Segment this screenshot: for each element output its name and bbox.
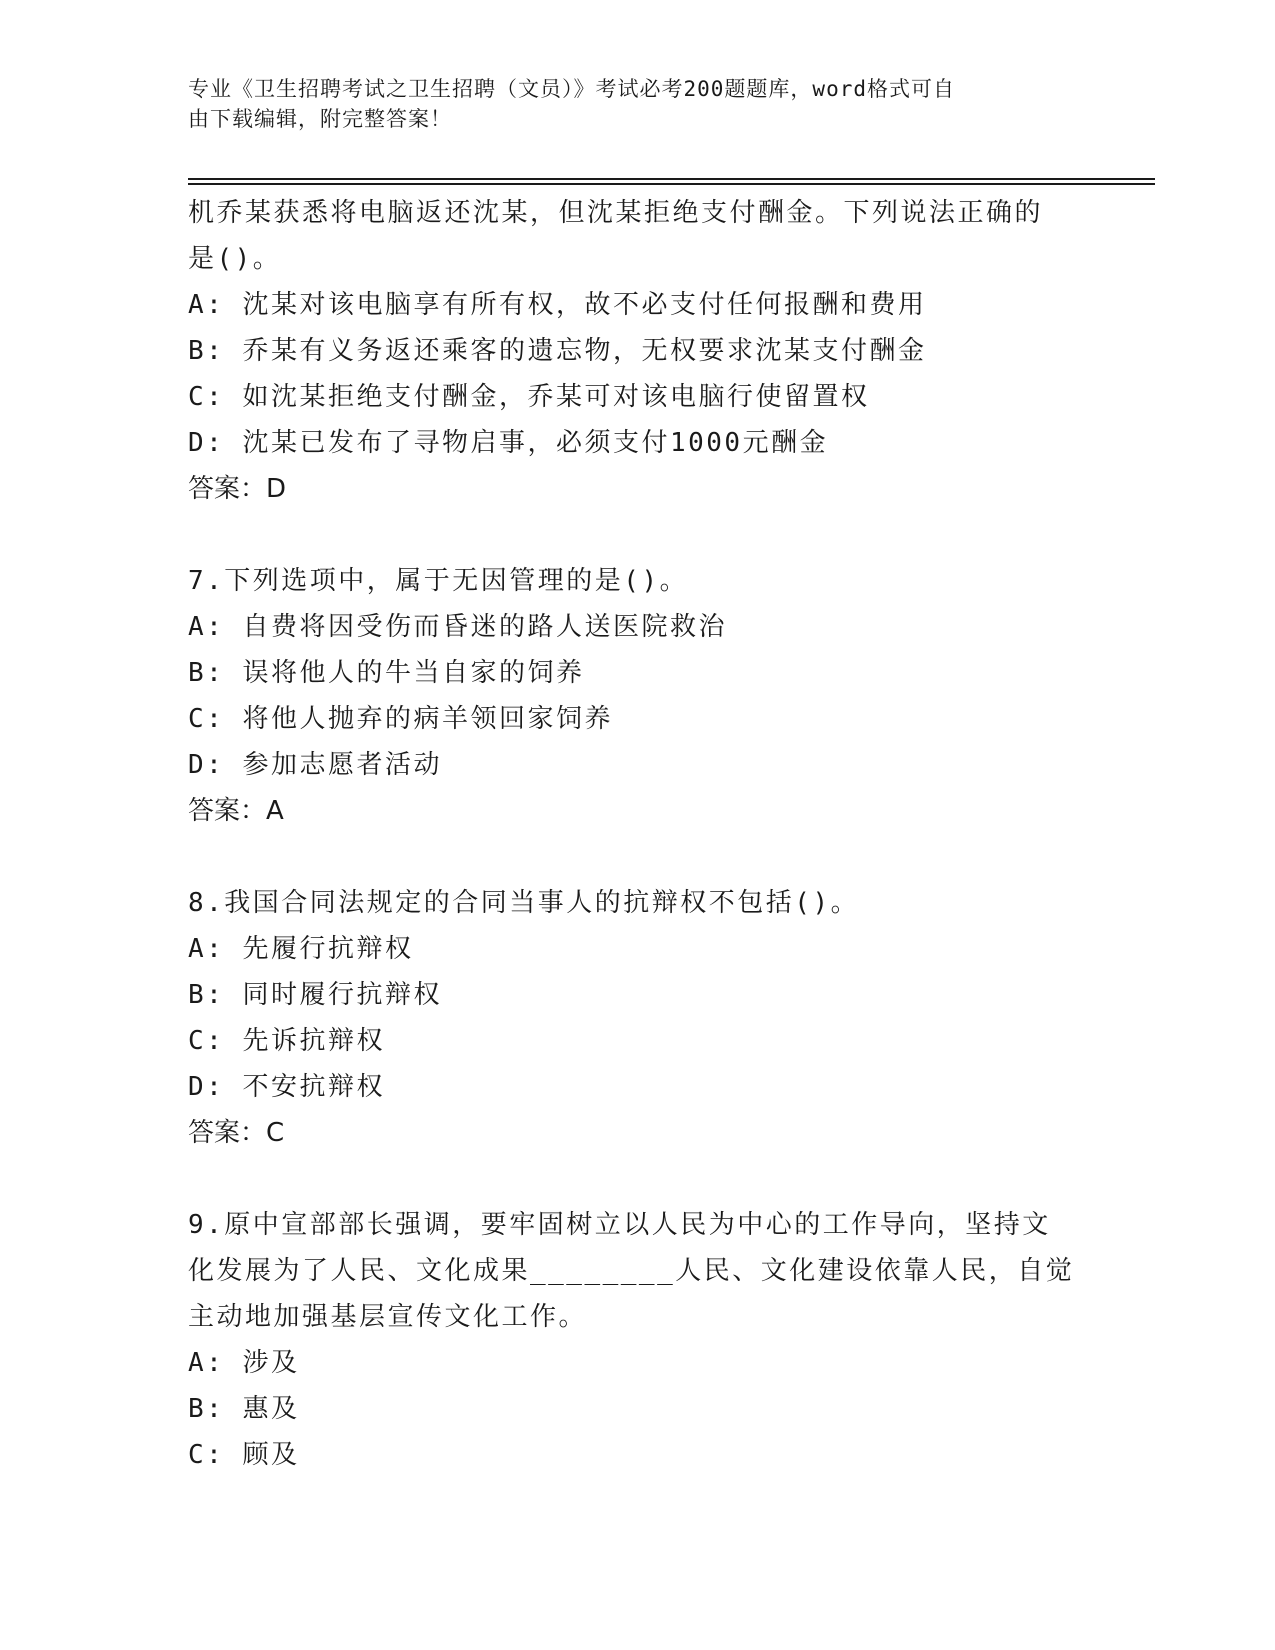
question-text-line: 化发展为了人民、文化成果________人民、文化建设依靠人民，自觉 xyxy=(188,1256,1075,1286)
answer-line: 答案：A xyxy=(188,796,284,826)
question-7 xyxy=(188,558,1068,834)
option-d: D: 不安抗辩权 xyxy=(188,1072,385,1102)
option-b: B: 同时履行抗辩权 xyxy=(188,980,442,1010)
option-c: C: 先诉抗辩权 xyxy=(188,1026,385,1056)
question-6-continuation xyxy=(188,190,1068,512)
spacer xyxy=(188,512,1068,558)
option-a: A: 沈某对该电脑享有所有权，故不必支付任何报酬和费用 xyxy=(188,290,927,320)
question-text-line: 7.下列选项中，属于无因管理的是()。 xyxy=(188,566,689,596)
header-divider-top xyxy=(188,178,1155,180)
header-line-1: 专业《卫生招聘考试之卫生招聘（文员）》考试必考200题题库，word格式可自 xyxy=(188,77,955,101)
document-header xyxy=(188,74,1068,134)
answer-line: 答案：D xyxy=(188,474,287,504)
option-b: B: 乔某有义务返还乘客的遗忘物，无权要求沈某支付酬金 xyxy=(188,336,927,366)
answer-line: 答案：C xyxy=(188,1118,285,1148)
header-divider-bottom xyxy=(188,183,1155,185)
question-text-line: 主动地加强基层宣传文化工作。 xyxy=(188,1302,588,1332)
option-d: D: 沈某已发布了寻物启事，必须支付1000元酬金 xyxy=(188,428,829,458)
header-line-2: 由下载编辑，附完整答案！ xyxy=(188,107,452,131)
option-b: B: 误将他人的牛当自家的饲养 xyxy=(188,658,585,688)
document-body xyxy=(188,190,1075,1478)
option-a: A: 先履行抗辩权 xyxy=(188,934,414,964)
option-c: C: 顾及 xyxy=(188,1440,300,1470)
option-a: A: 涉及 xyxy=(188,1348,300,1378)
option-d: D: 参加志愿者活动 xyxy=(188,750,442,780)
option-b: B: 惠及 xyxy=(188,1394,300,1424)
question-text-line: 是()。 xyxy=(188,244,282,274)
question-text-line: 9.原中宣部部长强调，要牢固树立以人民为中心的工作导向，坚持文 xyxy=(188,1210,1051,1240)
question-text-line: 8.我国合同法规定的合同当事人的抗辩权不包括()。 xyxy=(188,888,860,918)
option-a: A: 自费将因受伤而昏迷的路人送医院救治 xyxy=(188,612,727,642)
question-8 xyxy=(188,880,1068,1156)
question-text-line: 机乔某获悉将电脑返还沈某，但沈某拒绝支付酬金。下列说法正确的 xyxy=(188,198,1044,228)
spacer xyxy=(188,834,1068,880)
question-9 xyxy=(188,1202,1075,1478)
option-c: C: 如沈某拒绝支付酬金，乔某可对该电脑行使留置权 xyxy=(188,382,870,412)
option-c: C: 将他人抛弃的病羊领回家饲养 xyxy=(188,704,613,734)
spacer xyxy=(188,1156,1068,1202)
